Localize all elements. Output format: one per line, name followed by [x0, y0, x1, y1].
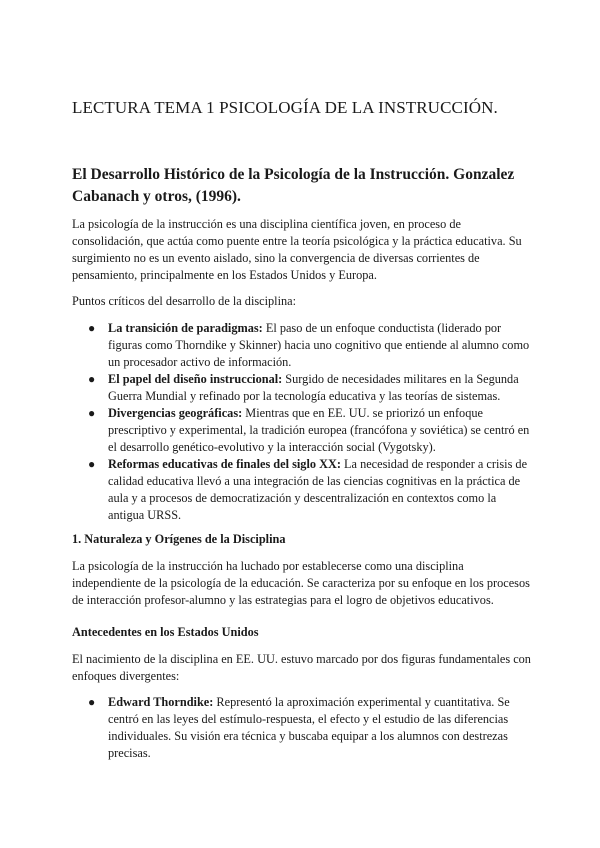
heading-naturaleza: 1. Naturaleza y Orígenes de la Disciplina	[72, 532, 286, 546]
bullet-icon: ●	[88, 321, 96, 335]
list-item-term: Edward Thorndike:	[108, 695, 214, 709]
list-item	[72, 371, 532, 405]
bullet-icon: ●	[88, 457, 96, 471]
bullet-icon: ●	[88, 372, 96, 386]
critical-points-list	[72, 320, 532, 524]
paragraph-antecedentes: El nacimiento de la disciplina en EE. UU. estuvo marcado por dos figuras fundamentales con enfoques divergentes:	[72, 652, 531, 683]
list-item-text: La necesidad de responder a crisis de calidad educativa llevó a una integración de las ciencias cognitivas en la práctica de aula y a procesos de democratización y descentralización en contextos como la antigua URSS.	[108, 457, 528, 522]
list-item-text: Surgido de necesidades militares en la Segunda Guerra Mundial y refinado por la tecnología educativa y las teorías de sistemas.	[108, 372, 519, 403]
list-item-term: Divergencias geográficas:	[108, 406, 243, 420]
list-item-term: Reformas educativas de finales del siglo XX:	[108, 457, 341, 471]
bullet-icon: ●	[88, 695, 96, 709]
figures-list	[72, 694, 532, 762]
bullet-icon: ●	[88, 406, 96, 420]
list-item	[72, 320, 532, 371]
list-item	[72, 456, 532, 524]
intro-paragraph: La psicología de la instrucción es una disciplina científica joven, en proceso de consolidación, que actúa como puente entre la teoría psicológica y la práctica educativa. Su surgimiento no es un evento aislado, sino la convergencia de diversas corrientes de pensamiento, principalmente en los Estados Unidos y Europa.	[72, 217, 522, 282]
list-item-text: Representó la aproximación experimental y cuantitativa. Se centró en las leyes del estímulo-respuesta, el efecto y el estudio de las diferencias individuales. Su visión era técnica y buscaba equipar a los alumnos con destrezas precisas.	[108, 695, 510, 760]
document-title: LECTURA TEMA 1 PSICOLOGÍA DE LA INSTRUCCIÓN.	[72, 98, 498, 117]
list-item-term: La transición de paradigmas:	[108, 321, 263, 335]
section-title: El Desarrollo Histórico de la Psicología de la Instrucción. Gonzalez Cabanach y otros, (1996).	[72, 166, 515, 205]
list-item	[72, 694, 532, 762]
list-item-text: Mientras que en EE. UU. se priorizó un enfoque prescriptivo y experimental, la tradición europea (francófona y soviética) se centró en el desarrollo genético-evolutivo y la interacción social (Vygotsky).	[108, 406, 530, 454]
list-item-term: El papel del diseño instruccional:	[108, 372, 283, 386]
heading-antecedentes: Antecedentes en los Estados Unidos	[72, 625, 259, 639]
points-intro: Puntos críticos del desarrollo de la disciplina:	[72, 294, 297, 308]
list-item-text: El paso de un enfoque conductista (liderado por figuras como Thorndike y Skinner) hacia uno cognitivo que entiende al alumno como un procesador activo de información.	[108, 321, 530, 369]
paragraph-naturaleza: La psicología de la instrucción ha luchado por establecerse como una disciplina independiente de la psicología de la educación. Se caracteriza por su enfoque en los procesos de interacción profesor-alumno y las estrategias para el logro de objetivos educativos.	[72, 559, 530, 607]
list-item	[72, 405, 532, 456]
